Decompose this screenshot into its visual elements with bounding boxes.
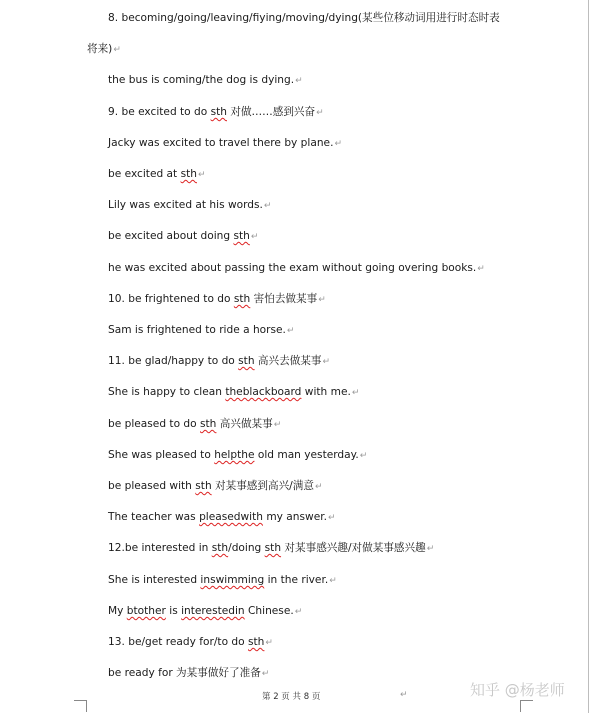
line-text: is [165,605,182,617]
spelling-flagged-word: interestedin [181,605,245,617]
spelling-flagged-word: sth [210,106,227,118]
line-text: 害怕去做某事 [250,293,318,305]
paragraph-mark-icon: ↵ [316,108,324,118]
paragraph-mark-icon: ↵ [477,264,485,274]
paragraph-mark-icon: ↵ [263,201,272,211]
paragraph-mark-icon: ↵ [261,669,270,679]
text-line [108,417,281,432]
text-line [108,292,326,307]
line-text: 11. be glad/happy to do [108,355,239,367]
spelling-flagged-word: sth [264,542,282,554]
line-text: the bus is coming/the dog is dying. [108,74,295,86]
text-line [108,354,330,369]
line-text: be pleased with [108,480,196,492]
spelling-flagged-word: sth [211,542,229,554]
paragraph-mark-icon: ↵ [113,45,121,55]
spelling-flagged-word: sth [200,418,217,430]
watermark-text: 知乎 @杨老师 [470,681,565,699]
page-footer [262,690,320,702]
line-text: be ready for 为某事做好了准备 [108,667,261,679]
line-text: he was excited about passing the exam without going overing books. [108,262,477,274]
text-line [108,666,269,681]
line-text: 9. be excited to do [108,106,211,118]
line-text: The teacher was [108,511,200,523]
text-line [108,323,294,338]
crop-mark-icon [86,700,87,712]
text-line [87,42,121,57]
spelling-flagged-word: sth [248,636,265,648]
paragraph-mark-icon: ↵ [327,513,336,523]
paragraph-mark-icon: ↵ [294,607,303,617]
spelling-flagged-word: inswimming [200,574,265,586]
text-line [108,261,485,276]
page-number-label: 第 2 页 共 8 页 [262,692,321,702]
crop-mark-icon [74,700,86,701]
line-text: 高兴做某事 [216,418,273,430]
text-line [108,573,337,588]
spelling-flagged-word: sth [238,355,255,367]
text-line [108,541,434,556]
page-edge-line [588,0,589,713]
line-text: My [108,605,127,617]
line-text: She is interested [108,574,201,586]
line-text: Lily was excited at his words. [108,199,263,211]
line-text: 10. be frightened to do [108,293,234,305]
text-line [108,11,500,25]
text-line [108,105,324,120]
paragraph-mark-icon: ↵ [286,326,295,336]
spelling-flagged-word: sth [195,480,212,492]
line-text: 对某事感到高兴/满意 [211,480,314,492]
spelling-flagged-word: theblackboard [225,386,302,398]
line-text: She is happy to clean [108,386,226,398]
paragraph-mark-icon: ↵ [197,170,206,180]
line-text: with me. [301,386,351,398]
paragraph-mark-icon: ↵ [400,690,408,700]
paragraph-mark-icon: ↵ [329,576,337,586]
text-line [108,229,258,244]
spelling-flagged-word: pleasedwith [199,511,263,523]
line-text: 将来) [87,43,113,55]
spelling-flagged-word: sth [180,168,197,180]
paragraph-mark-icon: ↵ [318,295,326,305]
paragraph-mark-icon: ↵ [265,638,273,648]
text-line [108,604,302,619]
line-text: 对做……感到兴奋 [227,106,316,118]
spelling-flagged-word: sth [233,230,250,242]
paragraph-mark-icon: ↵ [250,232,259,242]
line-text: She was pleased to [108,449,215,461]
paragraph-mark-icon: ↵ [359,451,368,461]
line-text: 12.be interested in [108,542,212,554]
line-text: in the river. [264,574,329,586]
line-text: be excited at [108,168,181,180]
text-line [108,73,303,88]
paragraph-mark-icon: ↵ [314,482,323,492]
text-line [108,635,273,650]
paragraph-mark-icon: ↵ [322,357,331,367]
text-line [108,136,342,151]
line-text: be pleased to do [108,418,200,430]
paragraph-mark-icon: ↵ [273,420,282,430]
paragraph-mark-icon: ↵ [334,139,342,149]
paragraph-mark-icon: ↵ [295,76,303,86]
line-text: my answer. [262,511,327,523]
text-line [108,510,336,525]
line-text: 13. be/get ready for/to do [108,636,248,648]
line-text: be excited about doing [108,230,234,242]
paragraph-mark-icon: ↵ [351,388,360,398]
paragraph-mark-icon: ↵ [426,544,435,554]
line-text: Chinese. [244,605,294,617]
text-line [108,198,271,213]
crop-mark-icon [521,700,533,701]
line-text: 高兴去做某事 [254,355,322,367]
text-line [108,385,359,400]
spelling-flagged-word: btother [126,605,166,617]
line-text: /doing [228,542,265,554]
text-line [108,167,206,182]
spelling-flagged-word: helpthe [214,449,255,461]
line-text: 对某事感兴趣/对做某事感兴趣 [281,542,426,554]
line-text: old man yesterday. [254,449,359,461]
line-text: Sam is frightened to ride a horse. [108,324,286,336]
line-text: Jacky was excited to travel there by plane. [108,137,334,149]
line-text: 8. becoming/going/leaving/fiying/moving/dying(某些位移动词用进行时态时表 [108,12,500,24]
crop-mark-icon [520,700,521,712]
spelling-flagged-word: sth [233,293,251,305]
text-line [108,448,367,463]
text-line [108,479,322,494]
